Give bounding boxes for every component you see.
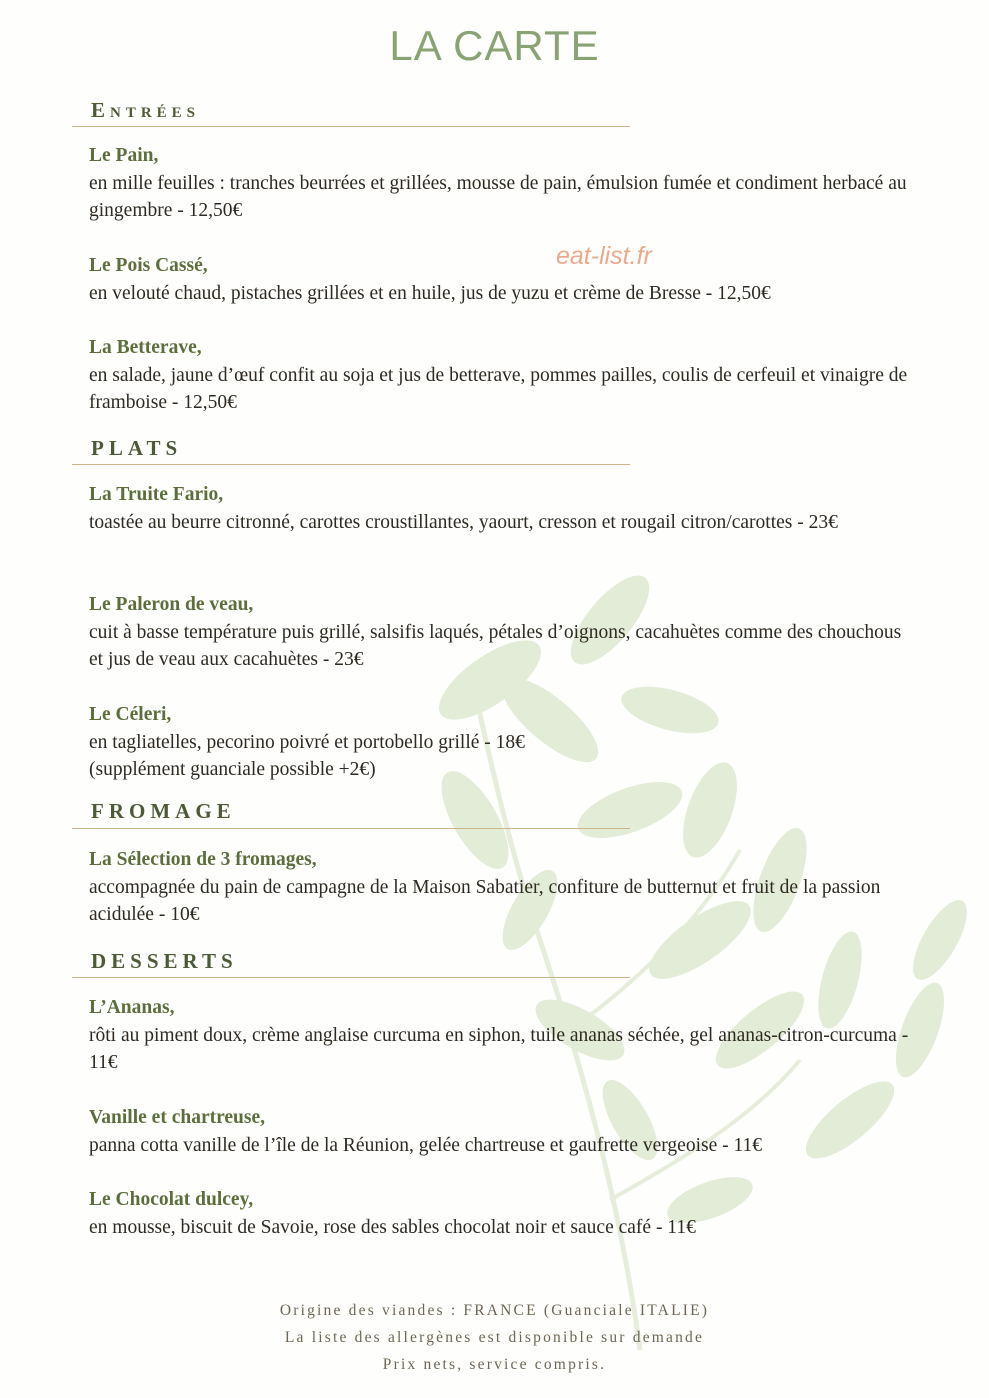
item-description: panna cotta vanille de l’île de la Réunion, gelée chartreuse et gaufrette vergeoise - 11€: [89, 1134, 762, 1156]
menu-item: [89, 994, 919, 1077]
item-name: Le Chocolat dulcey,: [89, 1189, 254, 1210]
section-heading-desserts: DESSERTS: [91, 949, 238, 973]
section-heading-fromage: FROMAGE: [91, 799, 236, 823]
item-description: toastée au beurre citronné, carottes croustillantes, yaourt, cresson et rougail citron/carottes - 23€: [89, 511, 838, 533]
menu-item: [89, 481, 919, 536]
footer-meat-origin: Origine des viandes : FRANCE (Guanciale ITALIE): [279, 1302, 710, 1319]
menu-item: [89, 701, 919, 784]
section-divider: [72, 126, 630, 127]
section-heading-plats: PLATS: [91, 436, 183, 460]
menu-item: [89, 1186, 919, 1241]
menu-item: [89, 846, 919, 929]
item-description: en tagliatelles, pecorino poivré et portobello grillé - 18€: [89, 731, 525, 753]
item-description: cuit à basse température puis grillé, salsifis laqués, pétales d’oignons, cacahuètes comme des chouchous et jus de veau aux cacahuètes - 23€: [89, 621, 902, 670]
section-divider: [72, 977, 630, 978]
item-name: Le Pois Cassé,: [89, 255, 208, 276]
item-description: en velouté chaud, pistaches grillées et en huile, jus de yuzu et crème de Bresse - 12,50€: [89, 282, 771, 304]
item-description: en salade, jaune d’œuf confit au soja et jus de betterave, pommes pailles, coulis de cerfeuil et vinaigre de framboise - 12,50€: [89, 364, 908, 413]
footer-notes: [0, 1297, 989, 1378]
menu-item: [89, 334, 919, 417]
section-divider: [72, 464, 630, 465]
item-name: Le Pain,: [89, 145, 159, 166]
menu-item: [89, 591, 919, 674]
item-description: en mille feuilles : tranches beurrées et grillées, mousse de pain, émulsion fumée et condiment herbacé au gingembre - 12,50€: [89, 172, 907, 221]
menu-item: [89, 252, 919, 307]
footer-allergens: La liste des allergènes est disponible sur demande: [284, 1329, 705, 1346]
watermark-text: eat-list.fr: [556, 242, 652, 270]
item-name: La Truite Fario,: [89, 484, 224, 505]
item-name: La Betterave,: [89, 337, 202, 358]
item-name: Le Paleron de veau,: [89, 594, 254, 615]
section-divider: [72, 828, 630, 829]
item-name: La Sélection de 3 fromages,: [89, 849, 317, 870]
item-name: Le Céleri,: [89, 704, 172, 725]
item-description-note: (supplément guanciale possible +2€): [89, 759, 376, 780]
item-name: Vanille et chartreuse,: [89, 1107, 266, 1128]
section-heading-entrees: Entrées: [91, 98, 201, 122]
item-name: L’Ananas,: [89, 997, 175, 1018]
menu-item: [89, 142, 919, 225]
item-description: accompagnée du pain de campagne de la Maison Sabatier, confiture de butternut et fruit de la passion acidulée - 10€: [89, 876, 881, 925]
menu-title: LA CARTE: [389, 22, 600, 69]
item-description: en mousse, biscuit de Savoie, rose des sables chocolat noir et sauce café - 11€: [89, 1216, 696, 1238]
item-description: rôti au piment doux, crème anglaise curcuma en siphon, tuile ananas séchée, gel ananas-citron-curcuma - 11€: [89, 1024, 909, 1073]
menu-item: [89, 1104, 919, 1159]
footer-prices: Prix nets, service compris.: [382, 1356, 607, 1373]
